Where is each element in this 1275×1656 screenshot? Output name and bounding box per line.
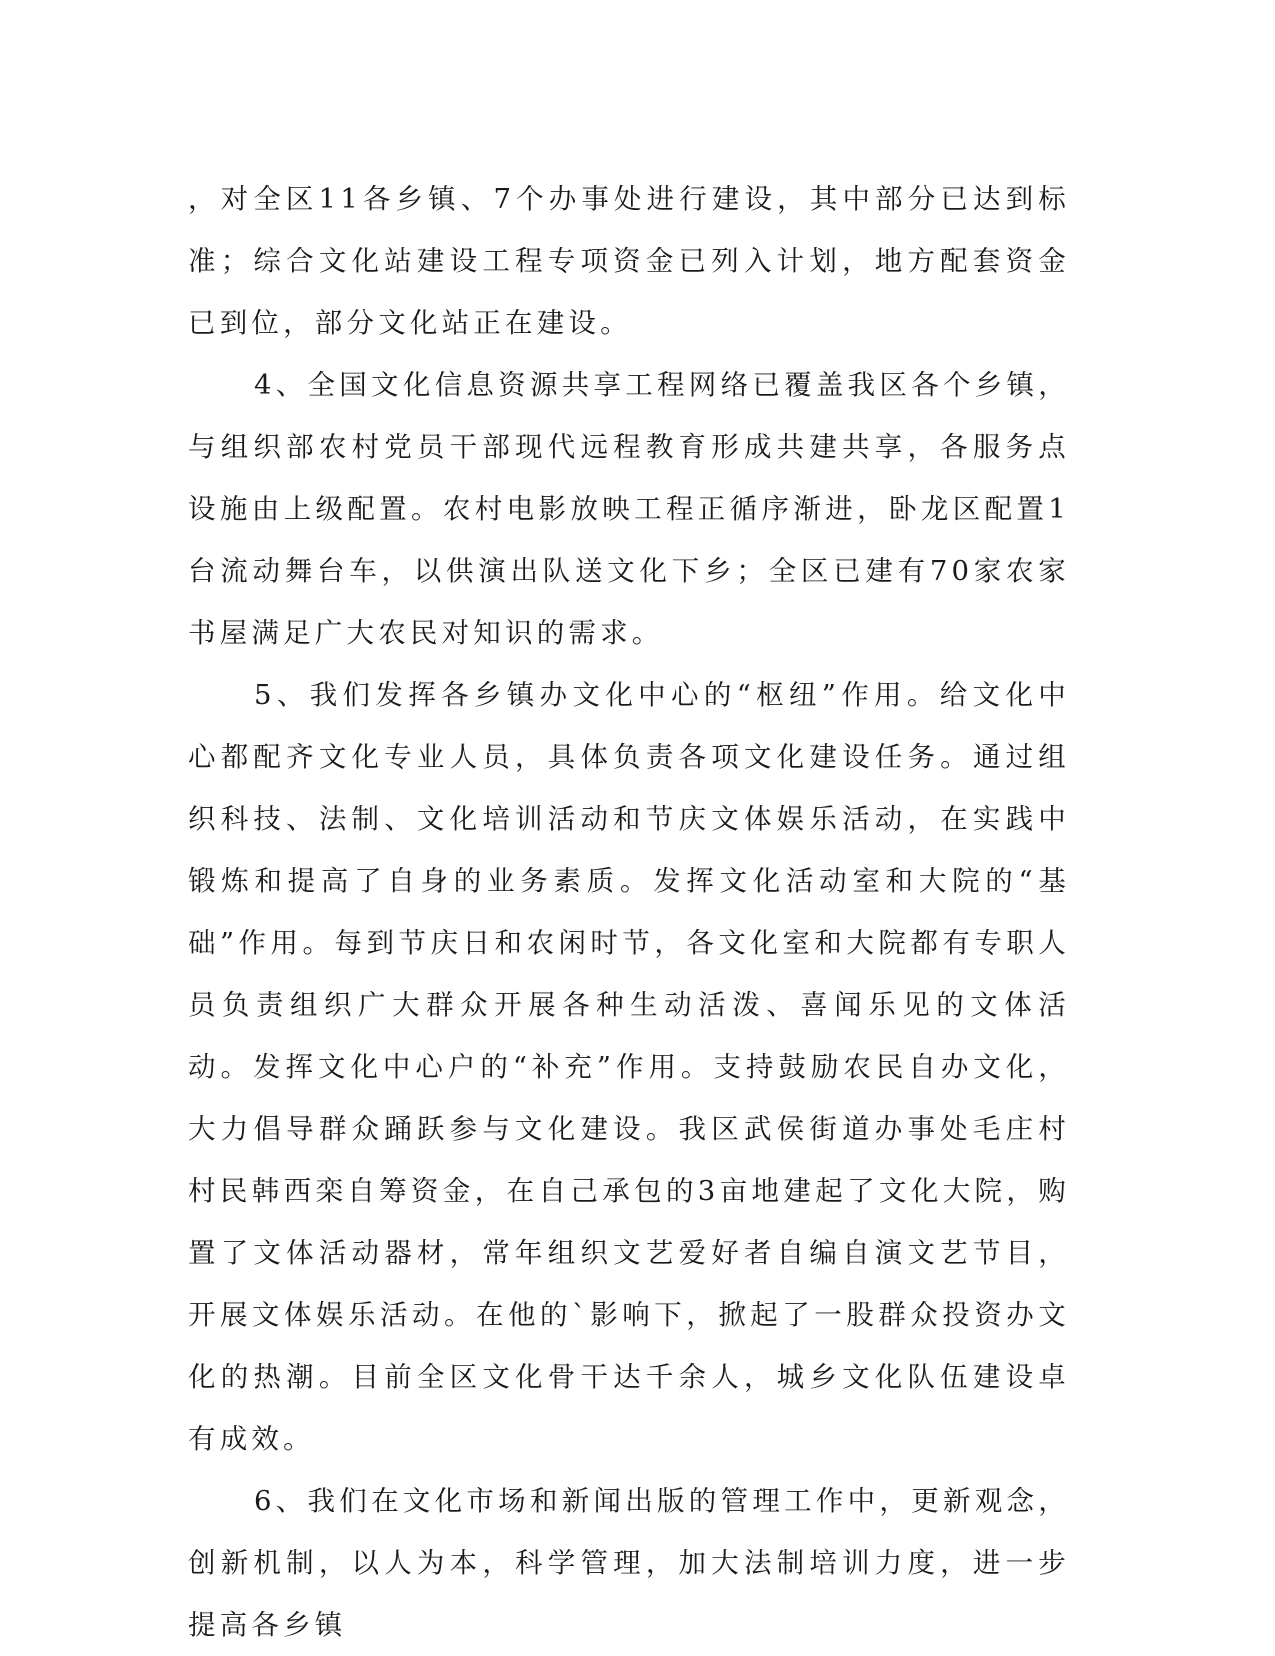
document-body — [188, 168, 1070, 1656]
paragraph-continuation: ，对全区11各乡镇、7个办事处进行建设，其中部分已达到标准；综合文化站建设工程专项资金已列入计划，地方配套资金已到位，部分文化站正在建设。 — [188, 183, 1070, 339]
paragraph-item-5: 5、我们发挥各乡镇办文化中心的“枢纽”作用。给文化中心都配齐文化专业人员，具体负责各项文化建设任务。通过组织科技、法制、文化培训活动和节庆文体娱乐活动，在实践中锻炼和提高了自身的业务素质。发挥文化活动室和大院的“基础”作用。每到节庆日和农闲时节，各文化室和大院都有专职人员负责组织广大群众开展各种生动活泼、喜闻乐见的文体活动。发挥文化中心户的“补充”作用。支持鼓励农民自办文化，大力倡导群众踊跃参与文化建设。我区武侯街道办事处毛庄村村民韩西栾自筹资金，在自己承包的3亩地建起了文化大院，购置了文体活动器材，常年组织文艺爱好者自编自演文艺节目，开展文体娱乐活动。在他的`影响下，掀起了一股群众投资办文化的热潮。目前全区文化骨干达千余人，城乡文化队伍建设卓有成效。 — [188, 679, 1070, 1455]
paragraph-item-4: 4、全国文化信息资源共享工程网络已覆盖我区各个乡镇，与组织部农村党员干部现代远程教育形成共建共享，各服务点设施由上级配置。农村电影放映工程正循序渐进，卧龙区配置1台流动舞台车，以供演出队送文化下乡；全区已建有70家农家书屋满足广大农民对知识的需求。 — [188, 369, 1070, 649]
paragraph-item-6: 6、我们在文化市场和新闻出版的管理工作中，更新观念，创新机制，以人为本，科学管理，加大法制培训力度，进一步提高各乡镇 — [188, 1485, 1070, 1641]
